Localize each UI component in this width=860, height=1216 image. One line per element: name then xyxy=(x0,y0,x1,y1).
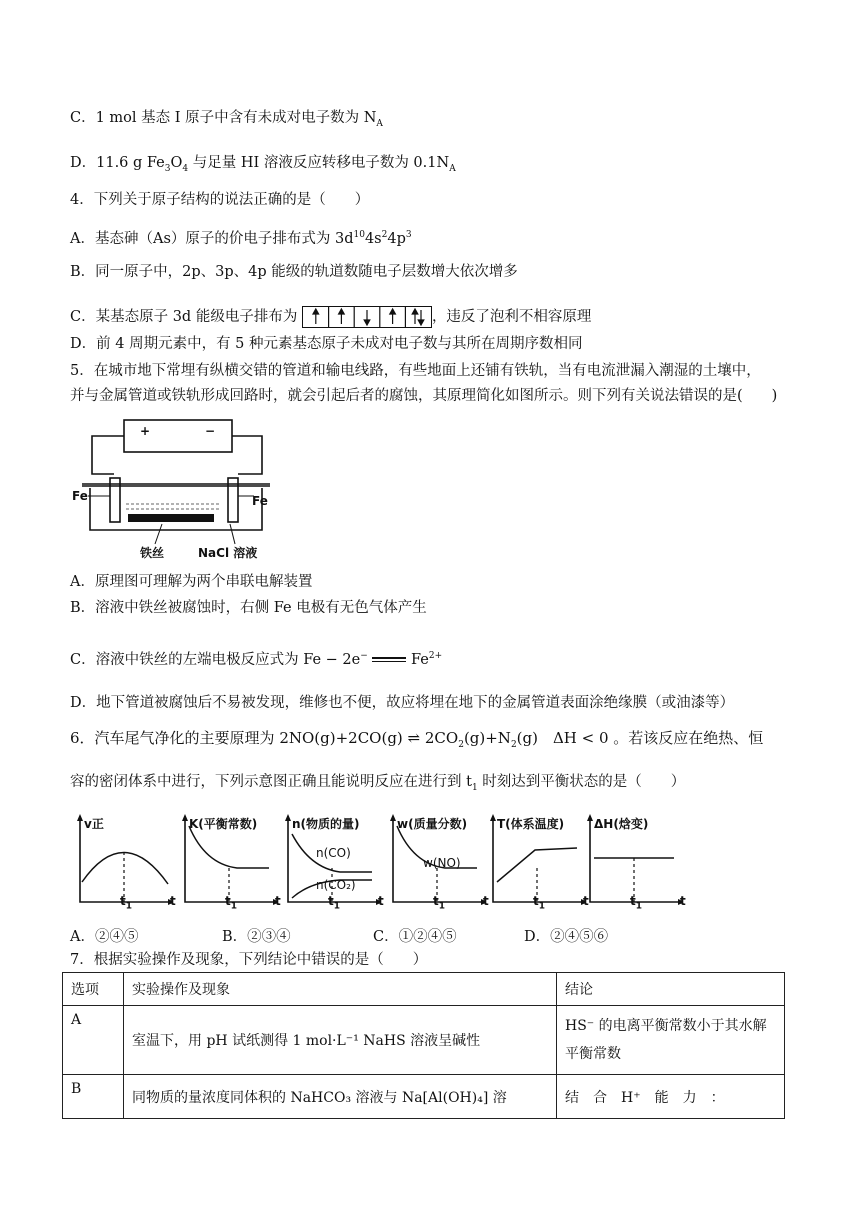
table-row xyxy=(63,1075,785,1119)
row-operation: 同物质的量浓度同体积的 NaHCO₃ 溶液与 Na[Al(OH)₄] 溶 xyxy=(124,1075,557,1119)
t1-tick-label: $t_1$ xyxy=(630,894,643,912)
t1-tick-label: $t_1$ xyxy=(225,894,238,912)
t1-tick-label: $t_1$ xyxy=(433,894,446,912)
row-option: A xyxy=(63,1006,124,1075)
series-label: w(NO) xyxy=(423,856,461,870)
x-axis-label: t xyxy=(483,894,489,908)
option-3d: D．11.6 g $Fe_3O_4$ 与足量 HI 溶液反应转移电子数为 $0.1N_A$ xyxy=(70,155,456,174)
option-5b: B．溶液中铁丝被腐蚀时，右侧 Fe 电极有无色气体产生 xyxy=(70,600,427,616)
graph-title: v正 xyxy=(84,817,104,831)
y-arrow-icon xyxy=(285,814,291,821)
option-4d: D．前 4 周期元素中，有 5 种元素基态原子未成对电子数与其所在周期序数相同 xyxy=(70,336,583,352)
option-4a: A．基态砷（As）原子的价电子排布式为 $3d^{10}4s^24p^3$ xyxy=(70,230,412,247)
header-conclusion: 结论 xyxy=(557,973,785,1006)
option-3c: C．1 mol 基态 I 原子中含有未成对电子数为 $N_A$ xyxy=(70,110,383,129)
question-5-line2: 并与金属管道或铁轨形成回路时，就会引起后者的腐蚀，其原理简化如图所示。则下列有关说法错误的是( ) xyxy=(70,388,778,404)
question-6-line1: 6．汽车尾气净化的主要原理为 2NO(g)+2CO(g) ⇌ $2CO_2(g)+N_2(g)$ ΔH < 0 。若该反应在绝热、恒 xyxy=(70,729,764,750)
series-label: n(CO) xyxy=(316,846,351,860)
series-line xyxy=(189,826,269,868)
graph-title: T(体系温度) xyxy=(497,817,565,831)
y-arrow-icon xyxy=(390,814,396,821)
series-label: n(CO₂) xyxy=(316,878,356,892)
orbital-box-diagram xyxy=(302,306,432,328)
table-row xyxy=(63,1006,785,1075)
graph-title: K(平衡常数) xyxy=(189,817,258,831)
row-operation: 室温下，用 pH 试纸测得 1 mol·L⁻¹ NaHS 溶液呈碱性 xyxy=(124,1006,557,1075)
nacl-solution-label: NaCl 溶液 xyxy=(198,546,258,560)
row-conclusion: 结 合 H⁺ 能 力 ： xyxy=(557,1075,785,1119)
x-axis-label: t xyxy=(583,894,589,908)
question-7: 7．根据实验操作及现象，下列结论中错误的是（ ） xyxy=(70,952,428,968)
option-5c: C．溶液中铁丝的左端电极反应式为 Fe − 2e− $Fe^{2+}$ xyxy=(70,651,443,668)
option-5d: D．地下管道被腐蚀后不易被发现，维修也不便，故应将埋在地下的金属管道表面涂绝缘膜（或油漆等） xyxy=(70,695,735,711)
y-arrow-icon xyxy=(182,814,188,821)
y-arrow-icon xyxy=(490,814,496,821)
graph-title: w(质量分数) xyxy=(397,817,468,831)
graph-title: ΔH(焓变) xyxy=(594,817,649,831)
option-6d: D．②④⑤⑥ xyxy=(524,929,609,945)
question-5-line1: 5．在城市地下常埋有纵横交错的管道和输电线路，有些地面上还铺有铁轨，当有电流泄漏入潮湿的土壤中， xyxy=(70,363,761,379)
t1-tick-label: $t_1$ xyxy=(328,894,341,912)
graph-title: n(物质的量) xyxy=(292,817,360,831)
negative-terminal: − xyxy=(205,424,216,438)
iron-wire-label: 铁丝 xyxy=(140,546,165,560)
x-axis-label: t xyxy=(170,894,176,908)
question-6-line2: 容的密闭体系中进行，下列示意图正确且能说明反应在进行到 $t_1$ 时刻达到平衡状态的是（ ） xyxy=(70,774,686,793)
y-arrow-icon xyxy=(77,814,83,821)
option-5a: A．原理图可理解为两个串联电解装置 xyxy=(70,574,313,590)
series-line xyxy=(82,852,168,884)
x-axis-label: t xyxy=(275,894,281,908)
experiment-table xyxy=(62,972,785,1119)
question-4: 4．下列关于原子结构的说法正确的是（ ） xyxy=(70,192,370,208)
row-option: B xyxy=(63,1075,124,1119)
fe-right-label: Fe xyxy=(252,494,268,508)
header-operation: 实验操作及现象 xyxy=(124,973,557,1006)
option-6b: B．②③④ xyxy=(222,929,291,945)
x-axis-label: t xyxy=(378,894,384,908)
header-option: 选项 xyxy=(63,973,124,1006)
positive-terminal: + xyxy=(140,424,151,438)
t1-tick-label: $t_1$ xyxy=(533,894,546,912)
row-conclusion: HS⁻ 的电离平衡常数小于其水解平衡常数 xyxy=(557,1006,785,1075)
t1-tick-label: $t_1$ xyxy=(120,894,133,912)
y-arrow-icon xyxy=(587,814,593,821)
electrolysis-diagram xyxy=(70,412,280,572)
option-4b: B．同一原子中，2p、3p、4p 能级的轨道数随电子层数增大依次增多 xyxy=(70,264,518,280)
option-6a: A．②④⑤ xyxy=(70,929,139,945)
option-4c: C．某基态原子 3d 能级电子排布为 ，违反了泡利不相容原理 xyxy=(70,306,591,328)
option-6c: C．①②④⑤ xyxy=(373,929,457,945)
x-axis-label: t xyxy=(680,894,686,908)
table-header-row xyxy=(63,973,785,1006)
fe-left-label: Fe xyxy=(72,489,88,503)
